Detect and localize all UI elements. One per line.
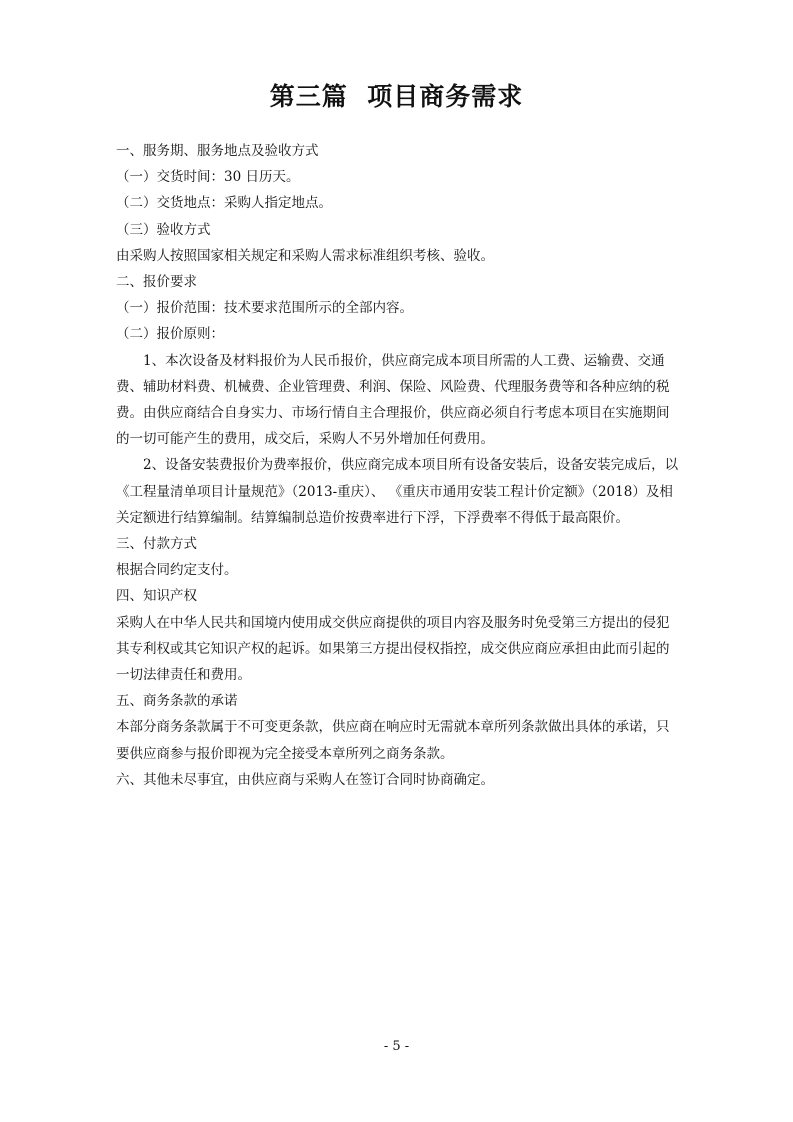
quotation-principles-heading: （二）报价原则： <box>116 326 224 343</box>
section-heading-service: 一、服务期、服务地点及验收方式 <box>116 143 319 159</box>
page-title: 第三篇 项目商务需求 <box>269 82 524 111</box>
section-heading-payment: 三、付款方式 <box>116 536 197 553</box>
acceptance-method-heading: （三）验收方式 <box>116 221 211 238</box>
page-number: - 5 - <box>383 1039 410 1054</box>
section-heading-quotation: 二、报价要求 <box>116 274 197 291</box>
delivery-time: （一）交货时间：30 日历天。 <box>116 169 300 186</box>
section-heading-commitment: 五、商务条款的承诺 <box>116 693 238 710</box>
document-body <box>116 138 682 793</box>
payment-text: 根据合同约定支付。 <box>116 562 238 579</box>
ip-text: 采购人在中华人民共和国境内使用成交供应商提供的项目内容及服务时免受第三方提出的侵犯其专利权或其它知识产权的起诉。如果第三方提出侵权指控，成交供应商应承担由此而引起的一切法律责任和费用。 <box>116 614 670 684</box>
quotation-scope: （一）报价范围：技术要求范围所示的全部内容。 <box>116 300 413 317</box>
delivery-location: （二）交货地点：采购人指定地点。 <box>116 195 332 212</box>
commitment-text: 本部分商务条款属于不可变更条款，供应商在响应时无需就本章所列条款做出具体的承诺，只要供应商参与报价即视为完全接受本章所列之商务条款。 <box>116 719 670 762</box>
acceptance-method-text: 由采购人按照国家相关规定和采购人需求标准组织考核、验收。 <box>116 247 494 264</box>
quotation-principle-2: 2、设备安装费报价为费率报价，供应商完成本项目所有设备安装后，设备安装完成后，以《工程量清单项目计量规范》（2013-重庆）、 《重庆市通用安装工程计价定额》（2018）及相关定额进行结算编制。结算编制总造价按费率进行下浮，下浮费率不得低于最高限价。 <box>116 457 679 526</box>
section-heading-ip: 四、知识产权 <box>116 588 197 605</box>
quotation-principle-1: 1、本次设备及材料报价为人民币报价，供应商完成本项目所需的人工费、运输费、交通费、辅助材料费、机械费、企业管理费、利润、保险、风险费、代理服务费等和各种应纳的税费。由供应商结合自身实力、市场行情自主合理报价，供应商必须自行考虑本项目在实施期间的一切可能产生的费用，成交后，采购人不另外增加任何费用。 <box>116 352 670 448</box>
section-other-matters: 六、其他未尽事宜，由供应商与采购人在签订合同时协商确定。 <box>116 771 494 788</box>
